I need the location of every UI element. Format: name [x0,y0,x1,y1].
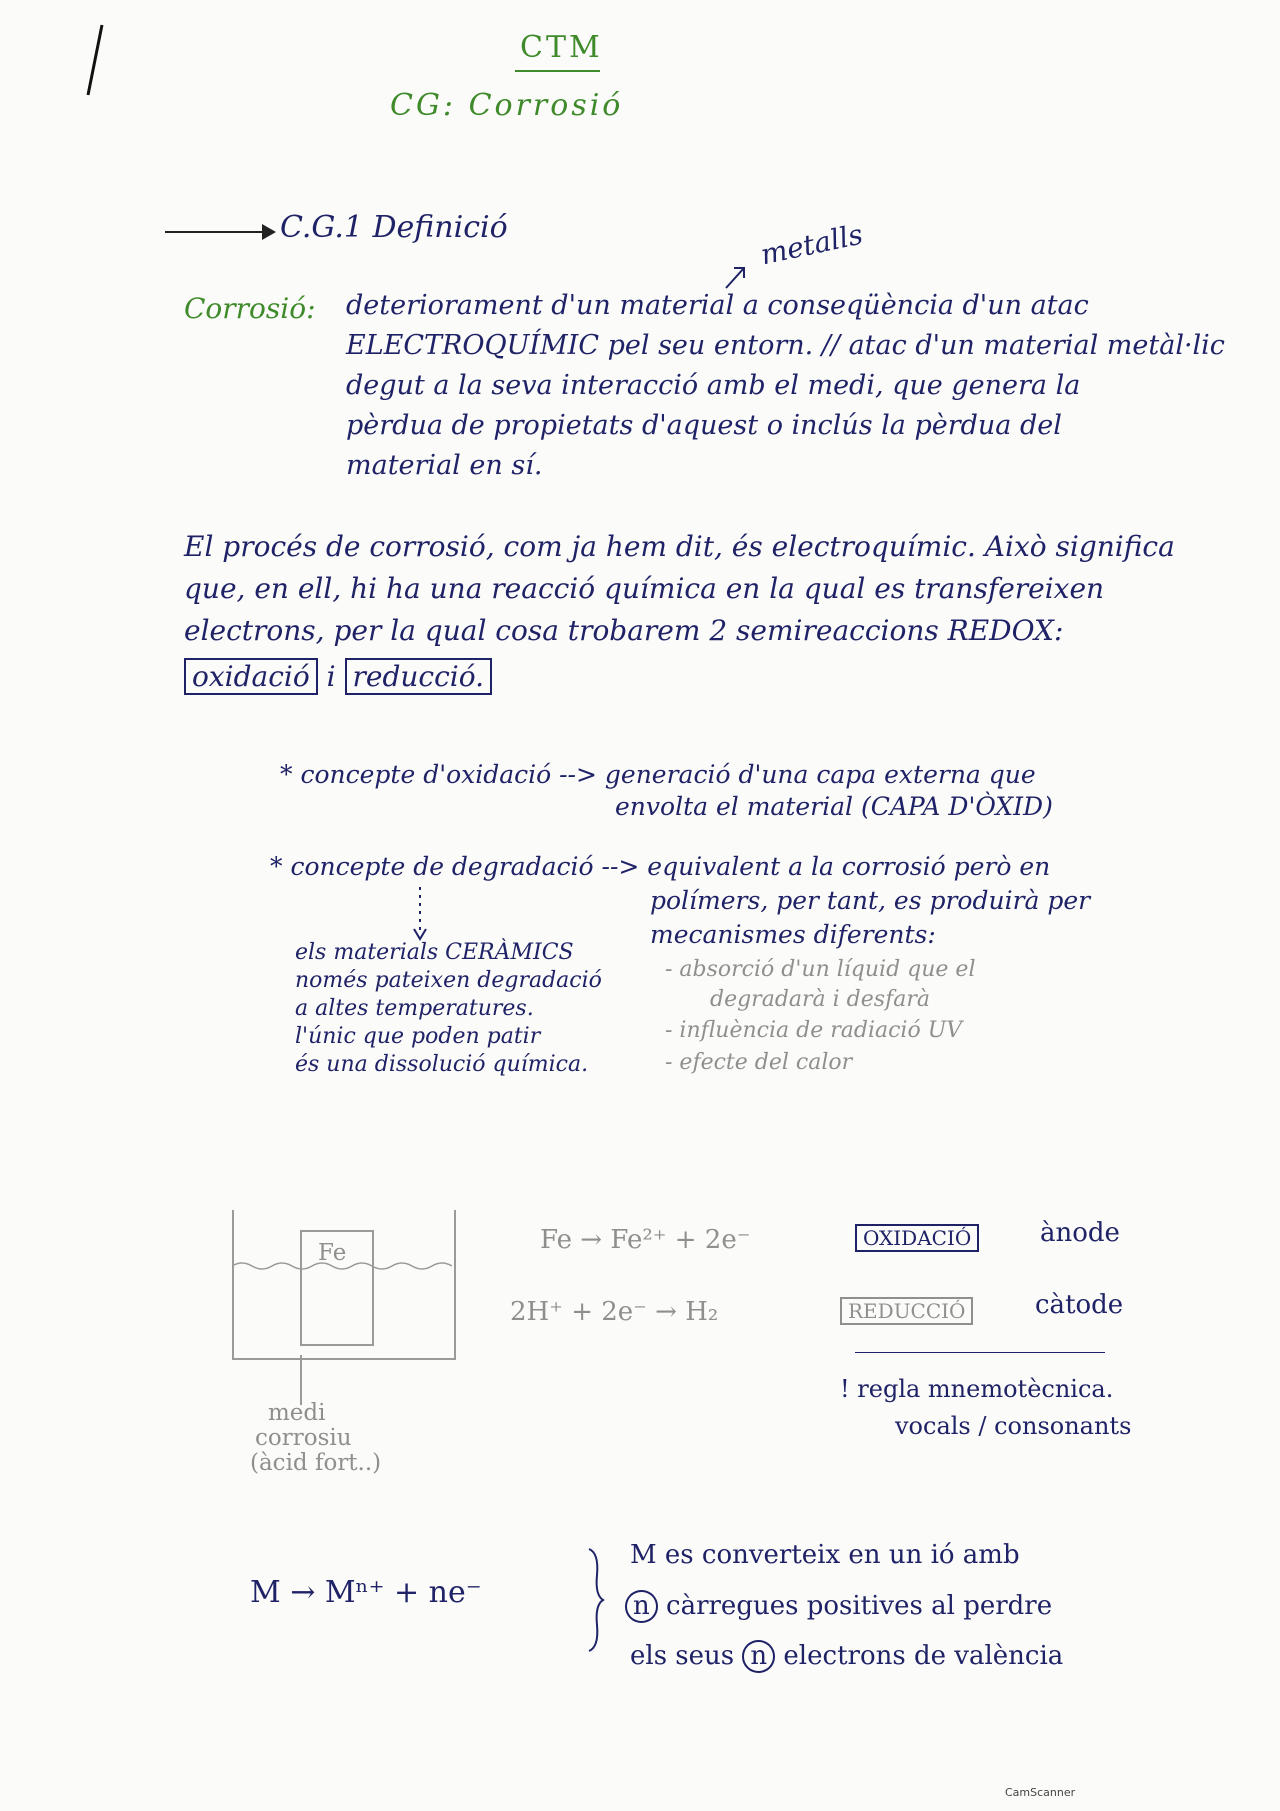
definition-line: ELECTROQUÍMIC pel seu entorn. // atac d'un material metàl·lic [346,330,1225,361]
degradation-item: degradarà i desfarà [710,987,930,1012]
degradation-item: - efecte del calor [665,1050,853,1075]
oxidation-concept: * concepte d'oxidació --> generació d'una capa externa que [280,760,1036,789]
ceramics-note: a altes temperatures. [295,996,534,1021]
degradation-item: - absorció d'un líquid que el [665,957,976,982]
dotted-arrow-icon [410,885,430,945]
definition-line: deteriorament d'un material a conseqüència d'un atac [346,290,1089,321]
general-explanation: càrregues positives al perdre [666,1591,1053,1621]
oxidation-tag: OXIDACIÓ [855,1224,979,1252]
title-underline [515,70,600,72]
definition-label: Corrosió: [184,292,316,325]
cathode-label: càtode [1035,1290,1124,1320]
page-title: CTM [520,30,603,65]
ceramics-note: només pateixen degradació [295,968,602,993]
degradation-concept-cont: polímers, per tant, es produirà per [650,886,1091,915]
n-circle: n [625,1590,658,1623]
medium-label: medi [268,1400,326,1426]
ceramics-note: és una dissolució química. [295,1052,589,1077]
general-explanation: electrons de valència [783,1641,1064,1671]
mnemonic-note: vocals / consonants [895,1412,1132,1440]
general-equation: M → Mⁿ⁺ + ne⁻ [250,1575,482,1610]
degradation-item: - influència de radiació UV [665,1018,963,1043]
general-explanation: els seus [630,1641,735,1671]
diagram-pointer [300,1355,302,1405]
watermark: CamScanner [1005,1786,1076,1799]
oxidation-box: oxidació [184,658,318,695]
definition-line: degut a la seva interacció amb el medi, que genera la [346,370,1081,401]
connector: i [326,660,336,693]
process-line: que, en ell, hi ha una reacció química en la qual es transfereixen [184,572,1105,605]
oxidation-concept-cont: envolta el material (CAPA D'ÒXID) [615,792,1053,821]
annotation-arrow-icon [722,262,752,292]
degradation-concept: * concepte de degradació --> equivalent a la corrosió però en [270,852,1051,881]
definition-line: material en sí. [346,450,543,481]
margin-stroke [80,20,110,100]
medium-label: (àcid fort..) [250,1450,382,1476]
page-subtitle: CG: Corrosió [390,88,624,123]
mnemonic-rule [855,1352,1105,1353]
anode-label: ànode [1040,1218,1120,1248]
process-line: El procés de corrosió, com ja hem dit, és electroquímic. Això significa [184,530,1175,563]
section-heading: C.G.1 Definició [280,210,508,245]
mnemonic-note: ! regla mnemotècnica. [840,1375,1114,1403]
oxidation-equation: Fe → Fe²⁺ + 2e⁻ [540,1225,751,1255]
brace-icon [585,1545,605,1655]
ceramics-note: l'únic que poden patir [295,1024,541,1049]
definition-line: pèrdua de propietats d'aquest o inclús la pèrdua del [346,410,1062,441]
medium-label: corrosiu [255,1425,352,1451]
arrow-head-icon [262,224,276,240]
degradation-concept-cont: mecanismes diferents: [650,920,936,949]
arrow-icon [165,231,270,233]
reduction-equation: 2H⁺ + 2e⁻ → H₂ [510,1297,719,1327]
n-circle: n [742,1640,775,1673]
general-explanation: M es converteix en un ió amb [630,1540,1020,1570]
reduction-box: reducció. [345,658,493,695]
metalls-annotation: metalls [757,217,866,272]
diagram-label: Fe [318,1240,347,1266]
process-line: electrons, per la qual cosa trobarem 2 semireaccions REDOX: [184,614,1064,647]
ceramics-note: els materials CERÀMICS [295,940,574,965]
reduction-tag: REDUCCIÓ [840,1297,973,1325]
